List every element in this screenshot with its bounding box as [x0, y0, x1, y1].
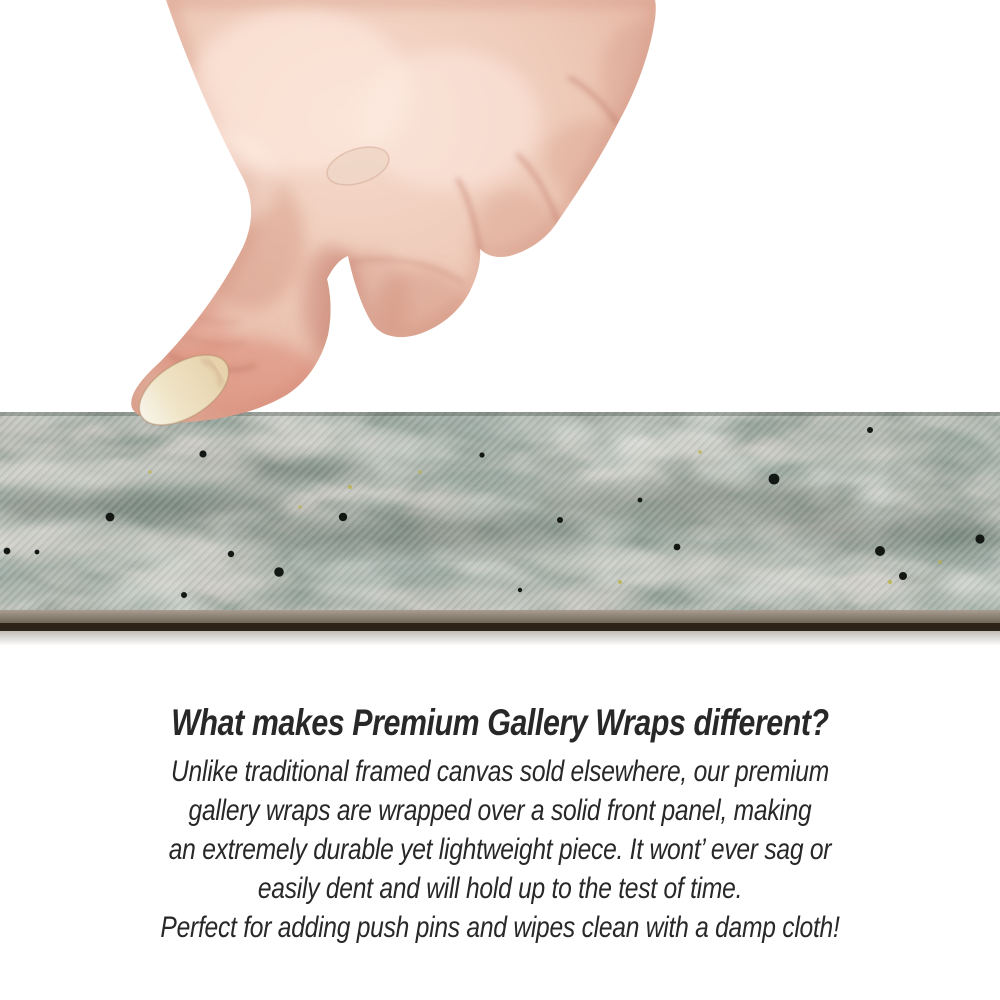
hand-photo: [120, 0, 665, 430]
canvas-edge-photo: [0, 412, 1000, 648]
copy-block: [90, 700, 910, 947]
canvas-texture: [0, 412, 1000, 612]
headline: What makes Premium Gallery Wraps different?: [171, 702, 829, 743]
panel-shadow: [0, 631, 1000, 646]
body-line-1: Unlike traditional framed canvas sold elsewhere, our premium: [171, 755, 829, 788]
body-line-2: gallery wraps are wrapped over a solid front panel, making: [188, 794, 812, 827]
panel-side-edge: [0, 610, 1000, 624]
body-line-4: easily dent and will hold up to the test of time.: [257, 872, 743, 905]
panel-dark-edge: [0, 623, 1000, 631]
body-line-5: Perfect for adding push pins and wipes clean with a damp cloth!: [160, 911, 840, 944]
body-line-3: an extremely durable yet lightweight piece. It wont’ ever sag or: [168, 833, 832, 866]
